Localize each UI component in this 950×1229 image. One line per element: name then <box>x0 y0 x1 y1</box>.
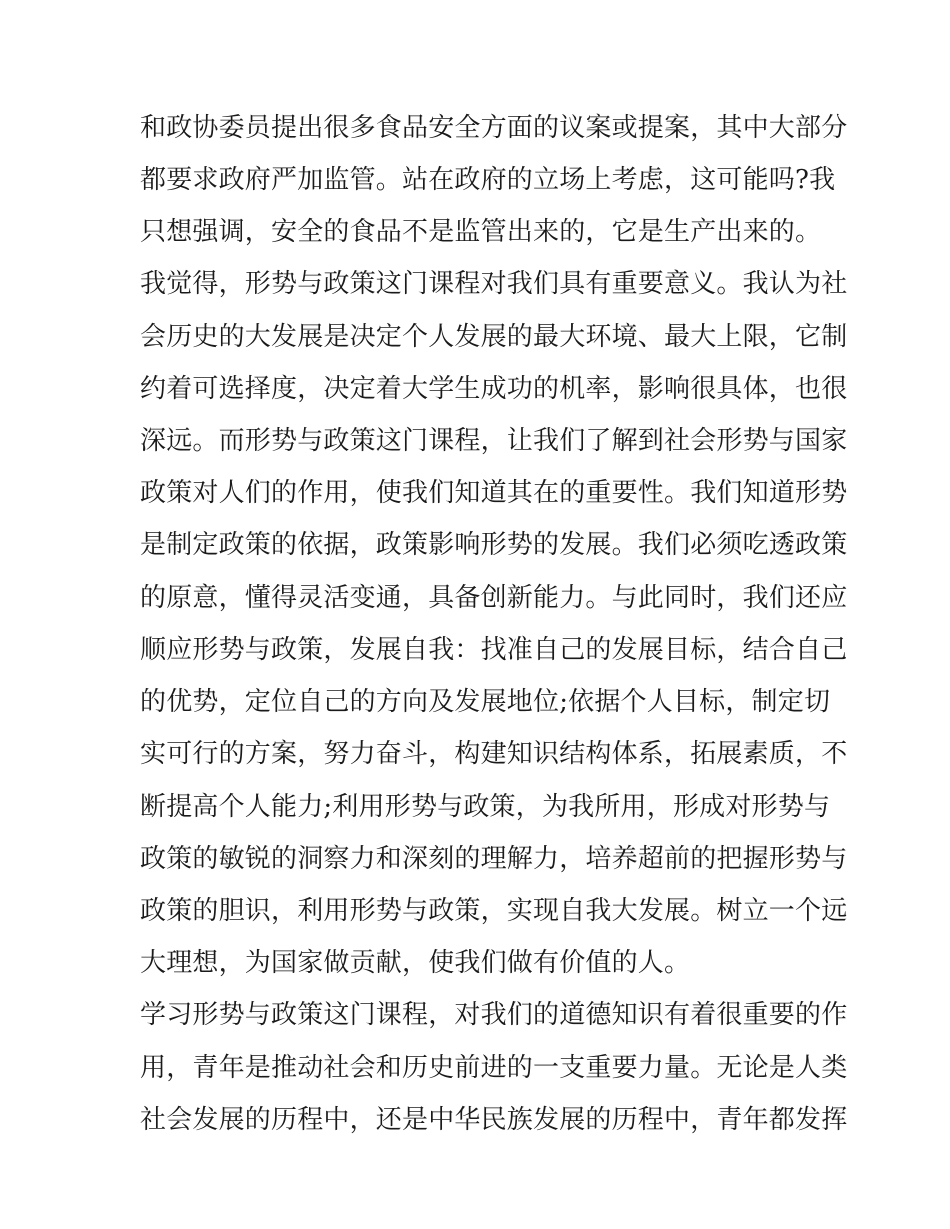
text-line: 顺应形势与政策，发展自我：找准自己的发展目标，结合自己 <box>140 635 848 665</box>
text-line: 用，青年是推动社会和历史前进的一支重要力量。无论是人类 <box>140 1053 848 1083</box>
text-line: 约着可选择度，决定着大学生成功的机率，影响很具体，也很 <box>140 374 848 404</box>
text-line: 都要求政府严加监管。站在政府的立场上考虑，这可能吗?我 <box>140 165 836 195</box>
text-line: 的优势，定位自己的方向及发展地位;依据个人目标，制定切 <box>140 687 831 717</box>
text-line: 社会发展的历程中，还是中华民族发展的历程中，青年都发挥 <box>140 1105 848 1135</box>
text-line: 会历史的大发展是决定个人发展的最大环境、最大上限，它制 <box>140 322 848 352</box>
text-line: 和政协委员提出很多食品安全方面的议案或提案，其中大部分 <box>140 113 848 143</box>
text-line: 深远。而形势与政策这门课程，让我们了解到社会形势与国家 <box>140 426 848 456</box>
text-line: 的原意，懂得灵活变通，具备创新能力。与此同时，我们还应 <box>140 583 848 613</box>
text-line: 大理想，为国家做贡献，使我们做有价值的人。 <box>140 948 691 978</box>
text-line: 政策的胆识，利用形势与政策，实现自我大发展。树立一个远 <box>140 896 848 926</box>
text-line: 政策的敏锐的洞察力和深刻的理解力，培养超前的把握形势与 <box>140 844 848 874</box>
text-line: 是制定政策的依据，政策影响形势的发展。我们必须吃透政策 <box>140 530 848 560</box>
text-line: 只想强调，安全的食品不是监管出来的，它是生产出来的。 <box>140 217 822 247</box>
text-line: 实可行的方案，努力奋斗，构建知识结构体系，拓展素质，不 <box>140 739 848 769</box>
text-line: 学习形势与政策这门课程，对我们的道德知识有着很重要的作 <box>140 1000 848 1030</box>
text-line: 我觉得，形势与政策这门课程对我们具有重要意义。我认为社 <box>140 269 848 299</box>
text-line: 政策对人们的作用，使我们知道其在的重要性。我们知道形势 <box>140 478 848 508</box>
text-line: 断提高个人能力;利用形势与政策，为我所用，形成对形势与 <box>140 792 831 822</box>
